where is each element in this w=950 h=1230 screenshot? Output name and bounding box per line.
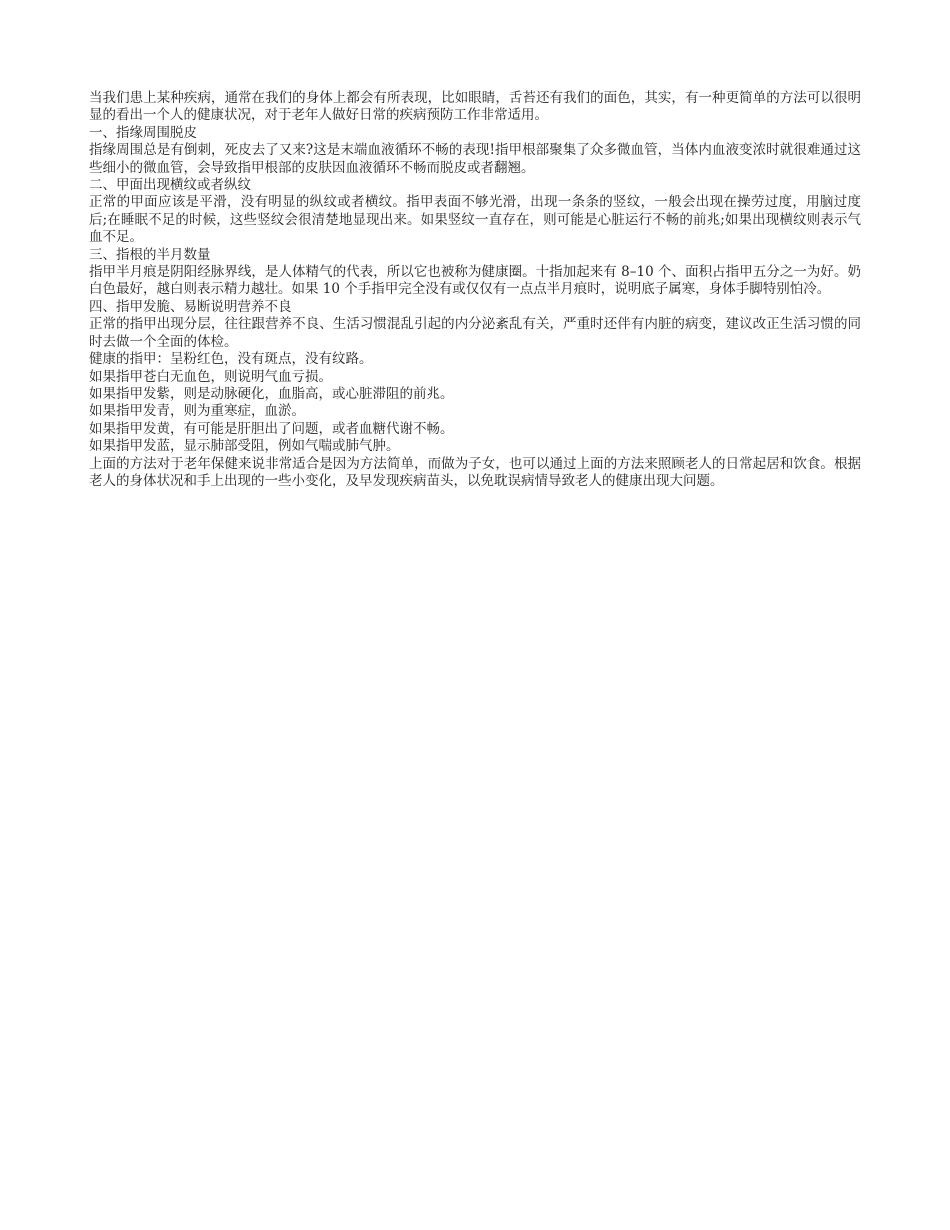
conclusion-paragraph: 上面的方法对于老年保健来说非常适合是因为方法简单，而做为子女，也可以通过上面的方法来照顾老人的日常起居和饮食。根据老人的身体状况和手上出现的一些小变化，及早发现疾病苗头，以免耽误病情导致老人的健康出现大问题。 bbox=[89, 455, 861, 489]
section-1-paragraph: 指缘周围总是有倒刺，死皮去了又来?这是末端血液循环不畅的表现!指甲根部聚集了众多微血管，当体内血液变浓时就很难通过这些细小的微血管，会导致指甲根部的皮肤因血液循环不畅而脱皮或者翻翘。 bbox=[89, 142, 861, 176]
pale-nail-line: 如果指甲苍白无血色，则说明气血亏损。 bbox=[89, 368, 332, 385]
section-4-paragraph: 正常的指甲出现分层，往往跟营养不良、生活习惯混乱引起的内分泌紊乱有关，严重时还伴有内脏的病变，建议改正生活习惯的同时去做一个全面的体检。 bbox=[89, 316, 861, 350]
section-heading-4: 四、指甲发脆、易断说明营养不良 bbox=[89, 298, 292, 315]
healthy-nail-line: 健康的指甲：呈粉红色，没有斑点，没有纹路。 bbox=[89, 351, 373, 368]
yellow-nail-line: 如果指甲发黄，有可能是肝胆出了问题，或者血糖代谢不畅。 bbox=[89, 420, 454, 437]
intro-paragraph: 当我们患上某种疾病，通常在我们的身体上都会有所表现，比如眼睛，舌苔还有我们的面色，其实，有一种更简单的方法可以很明显的看出一个人的健康状况，对于老年人做好日常的疾病预防工作非常适用。 bbox=[89, 90, 861, 124]
blue-nail-line: 如果指甲发蓝，显示肺部受阻，例如气喘或肺气肿。 bbox=[89, 438, 400, 455]
purple-nail-line: 如果指甲发紫，则是动脉硬化，血脂高，或心脏滞阻的前兆。 bbox=[89, 385, 454, 402]
section-heading-1: 一、指缘周围脱皮 bbox=[89, 124, 197, 141]
cyan-nail-line: 如果指甲发青，则为重寒症，血淤。 bbox=[89, 403, 305, 420]
section-heading-2: 二、甲面出现横纹或者纵纹 bbox=[89, 177, 251, 194]
article-body bbox=[89, 90, 861, 490]
section-2-paragraph: 正常的甲面应该是平滑，没有明显的纵纹或者横纹。指甲表面不够光滑，出现一条条的竖纹，一般会出现在操劳过度，用脑过度后;在睡眠不足的时候，这些竖纹会很清楚地显现出来。如果竖纹一直存在，则可能是心脏运行不畅的前兆;如果出现横纹则表示气血不足。 bbox=[89, 194, 861, 246]
section-3-paragraph: 指甲半月痕是阴阳经脉界线，是人体精气的代表，所以它也被称为健康圈。十指加起来有 8–10 个、面积占指甲五分之一为好。奶白色最好，越白则表示精力越壮。如果 10 个手指甲完全没有或仅仅有一点点半月痕时，说明底子属寒，身体手脚特别怕冷。 bbox=[89, 264, 861, 298]
section-heading-3: 三、指根的半月数量 bbox=[89, 246, 211, 263]
